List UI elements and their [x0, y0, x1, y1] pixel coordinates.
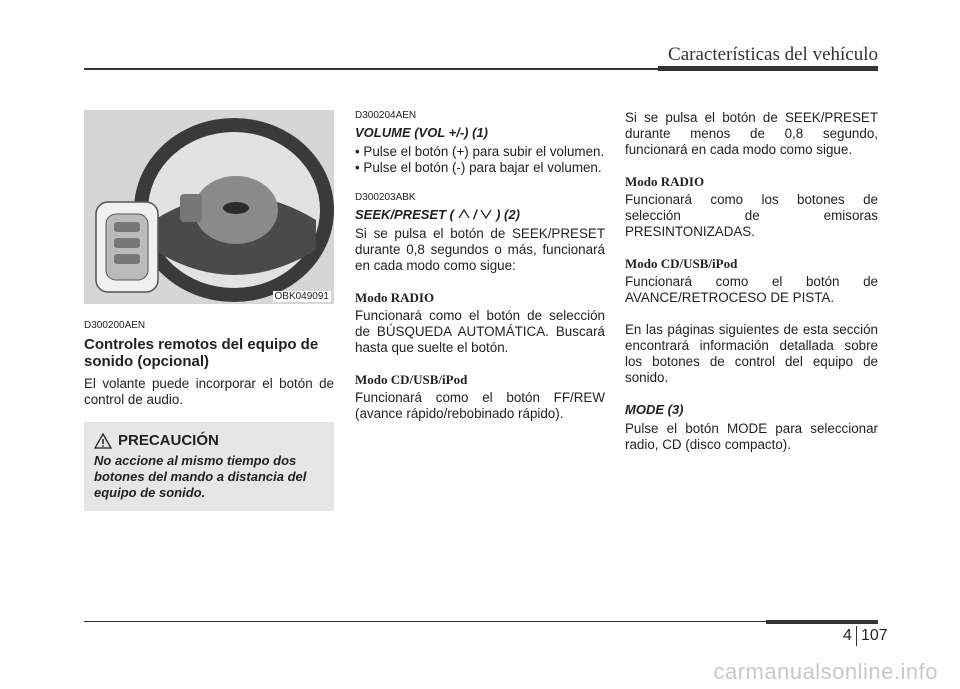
- caution-title-text: PRECAUCIÓN: [118, 432, 219, 449]
- header-title: Características del vehículo: [668, 44, 878, 65]
- seek-paragraph: Si se pulsa el botón de SEEK/PRESET durante 0,8 segundos o más, funcionará en cada modo como sigue:: [355, 226, 605, 273]
- seek-heading: [355, 207, 605, 223]
- seek-heading-part: /: [473, 207, 477, 222]
- seek-heading-part: SEEK/PRESET (: [355, 207, 454, 222]
- page-number: 107: [861, 627, 888, 644]
- radio-heading: Modo RADIO: [355, 290, 435, 305]
- volume-bullets: [355, 144, 605, 176]
- page-divider: [856, 626, 857, 646]
- section-number: 4: [843, 627, 852, 644]
- watermark: carmanualsonline.info: [713, 659, 938, 684]
- header-rule-accent: [658, 66, 878, 71]
- column-left: [84, 110, 334, 511]
- steering-wheel-icon: [84, 110, 334, 304]
- short-press-paragraph: Si se pulsa el botón de SEEK/PRESET durante menos de 0,8 segundo, funcionará en cada modo como sigue.: [625, 110, 878, 157]
- seek-heading-part: ) (2): [496, 207, 520, 222]
- section-heading: Controles remotos del equipo de sonido (opcional): [84, 336, 319, 370]
- section-code: D300204AEN: [355, 110, 417, 121]
- radio-heading: Modo RADIO: [625, 174, 705, 189]
- chevron-down-icon: [480, 209, 492, 219]
- radio-paragraph: Funcionará como los botones de selección de emisoras PRESINTONIZADAS.: [625, 192, 878, 239]
- cd-paragraph: Funcionará como el botón de AVANCE/RETROCESO DE PISTA.: [625, 274, 878, 305]
- list-item: • Pulse el botón (+) para subir el volumen.: [355, 144, 605, 159]
- info-paragraph: En las páginas siguientes de esta sección encontrará información detallada sobre los botones de control del equipo de sonido.: [625, 322, 878, 385]
- intro-paragraph: El volante puede incorporar el botón de control de audio.: [84, 376, 334, 407]
- volume-heading: VOLUME (VOL +/-) (1): [355, 125, 489, 140]
- cd-heading: Modo CD/USB/iPod: [355, 372, 468, 387]
- column-right: [625, 110, 878, 453]
- caution-box: [84, 422, 334, 511]
- column-middle: [355, 110, 605, 422]
- chevron-up-icon: [458, 209, 470, 219]
- caution-title: [94, 432, 326, 449]
- figure-label: OBK049091: [274, 291, 329, 302]
- caution-text: No accione al mismo tiempo dos botones del mando a distancia del equipo de sonido.: [94, 453, 307, 500]
- section-code: D300203ABK: [355, 192, 416, 203]
- section-code: D300200AEN: [84, 320, 146, 331]
- steering-wheel-figure: [84, 110, 334, 304]
- cd-paragraph: Funcionará como el botón FF/REW (avance rápido/rebobinado rápido).: [355, 390, 605, 421]
- warning-icon: [94, 433, 112, 449]
- radio-paragraph: Funcionará como el botón de selección de BÚSQUEDA AUTOMÁTICA. Buscará hasta que suelte el botón.: [355, 308, 605, 355]
- footer-rule-accent: [766, 620, 878, 624]
- mode-heading: MODE (3): [625, 402, 684, 417]
- mode-paragraph: Pulse el botón MODE para seleccionar radio, CD (disco compacto).: [625, 421, 878, 452]
- list-item: • Pulse el botón (-) para bajar el volumen.: [355, 160, 602, 175]
- footer-rule: [84, 621, 878, 622]
- cd-heading: Modo CD/USB/iPod: [625, 256, 738, 271]
